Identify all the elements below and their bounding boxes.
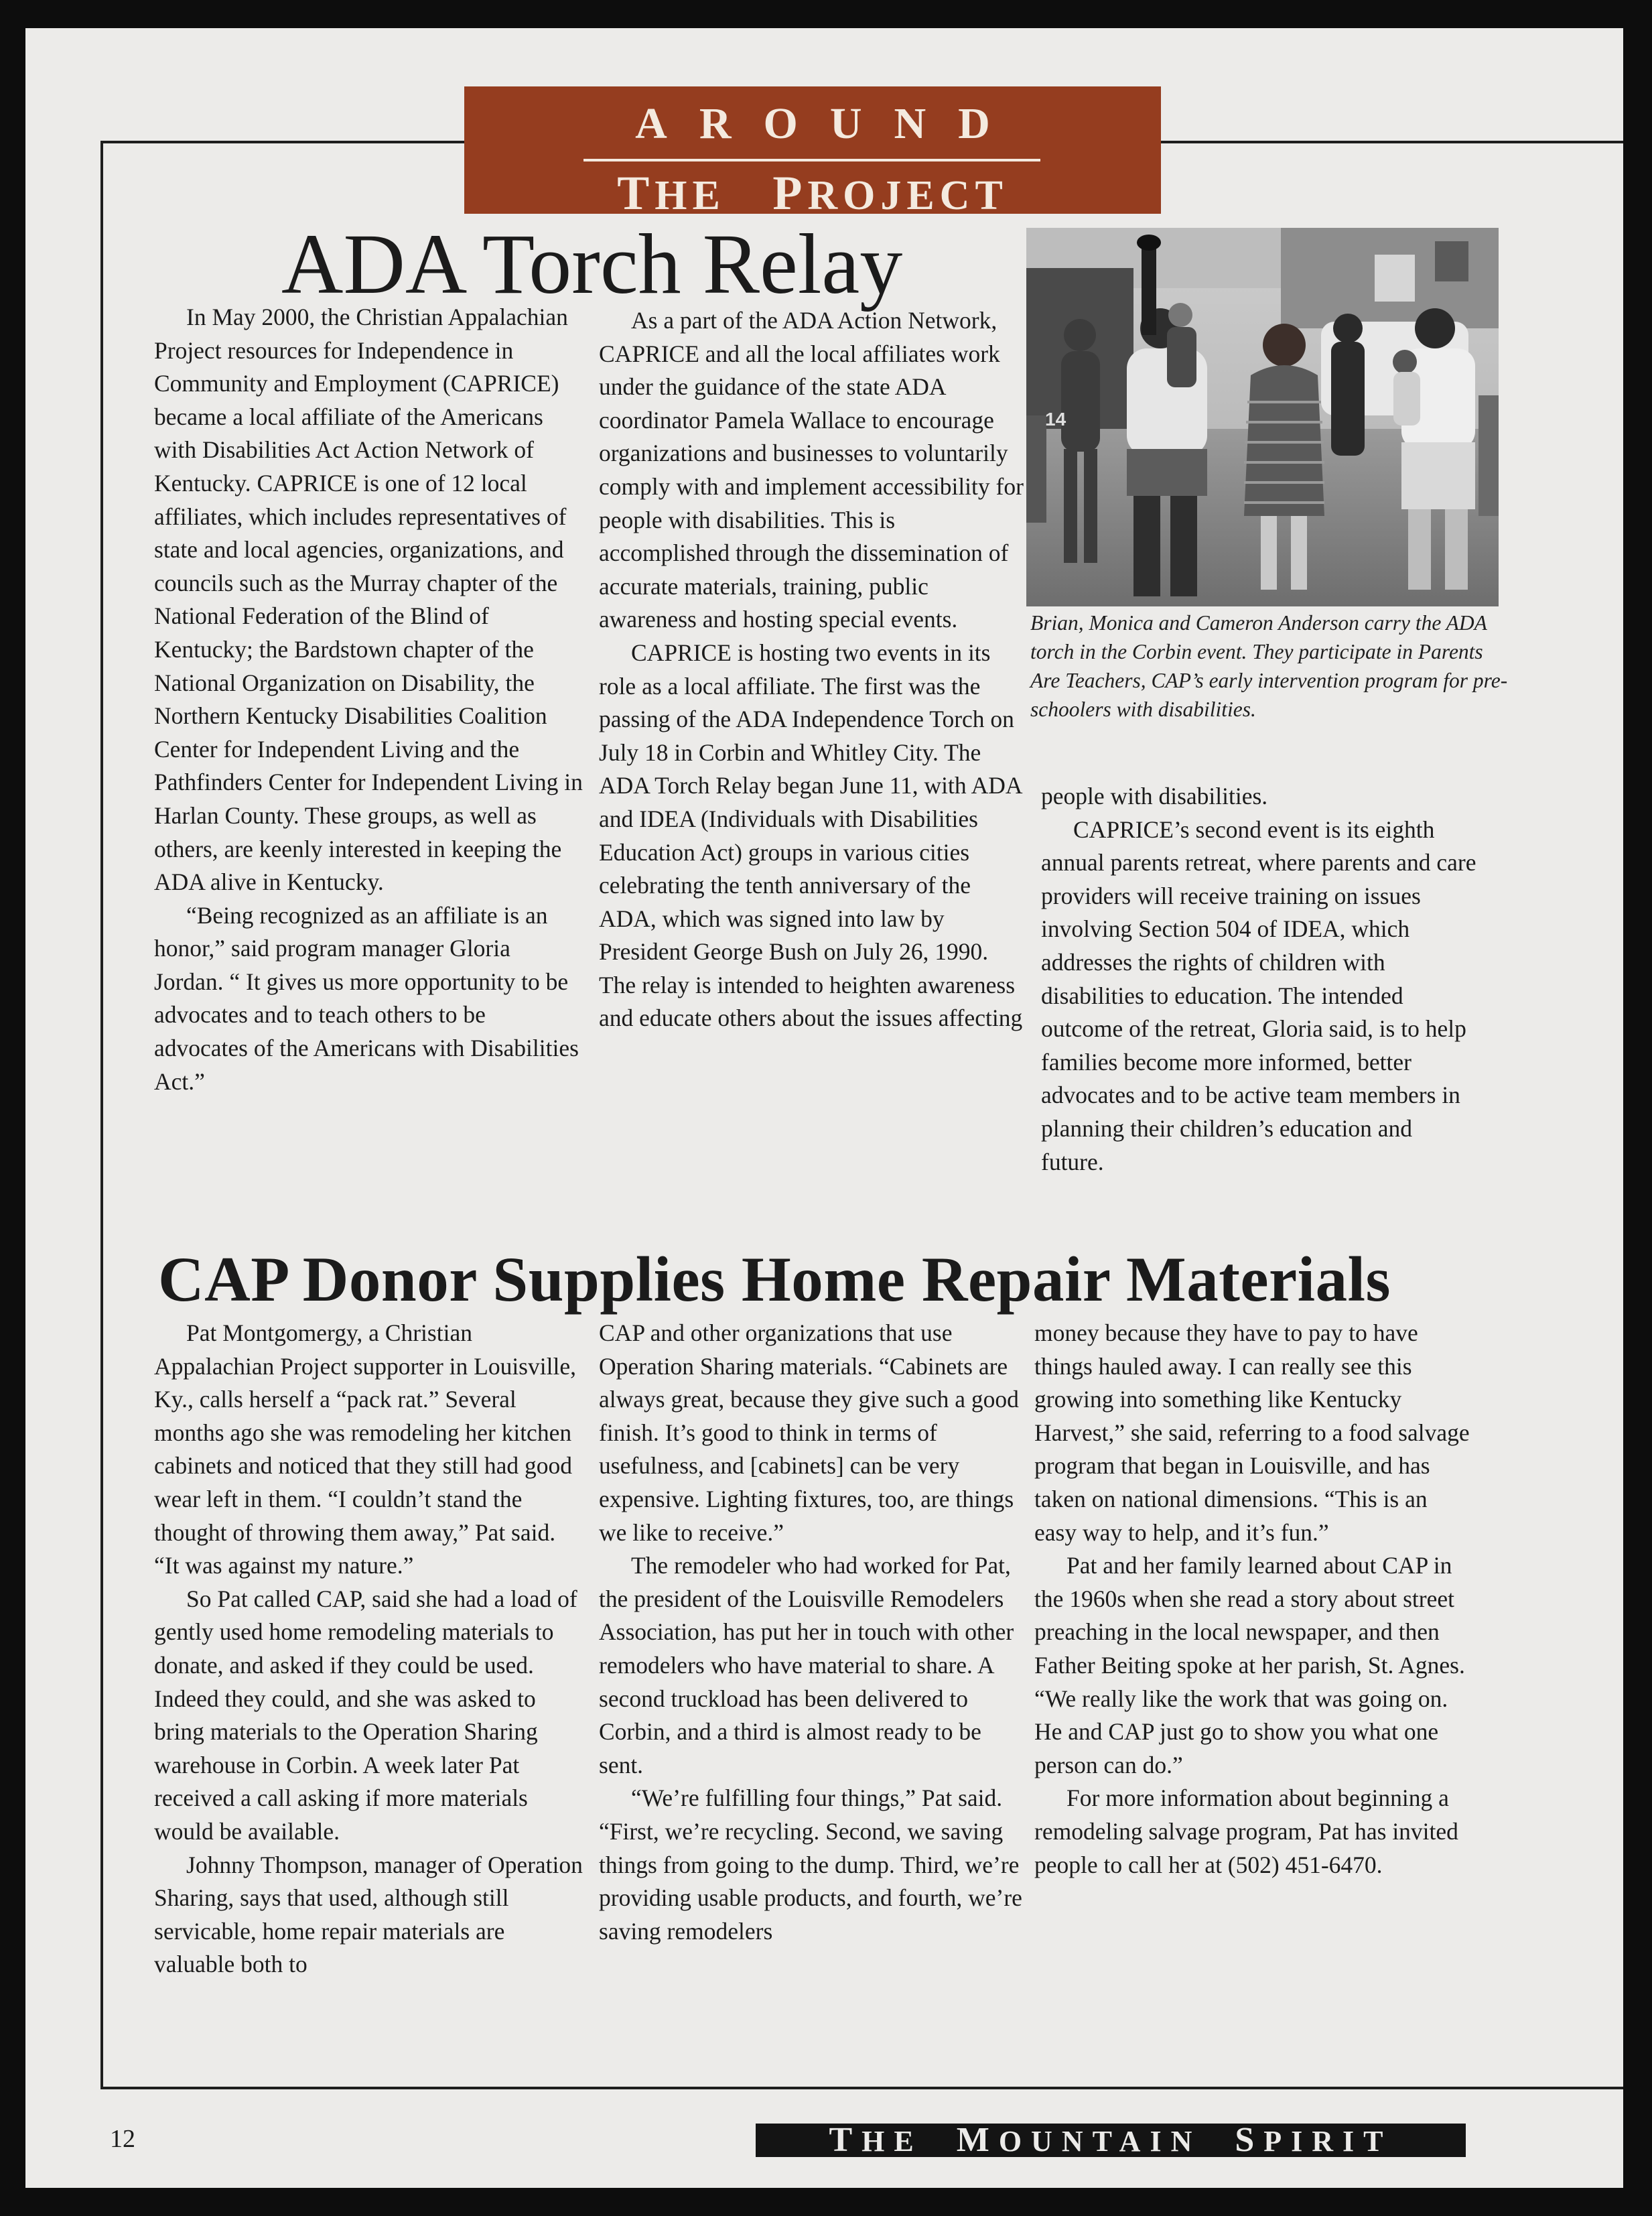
frame-top-left-rule	[100, 141, 489, 143]
magazine-page	[25, 28, 1623, 2188]
ada-paragraph-4: CAPRICE is hosting two events in its role as a local affiliate. The first was the passing of the ADA Independence Torch on July 18 in Corbin and Whitley City. The ADA Torch Relay began June 11, with ADA and IDEA (Individuals with Disabilities Education Act) groups in various cities celebrating the tenth anniversary of the ADA, which was signed into law by President George Bush on July 26, 1990. The relay is intended to heighten awareness and educate others about the issues affecting	[599, 639, 1023, 1032]
ada-paragraph-2: “Being recognized as an affiliate is an honor,” said program manager Gloria Jordan. “ It gives us more opportunity to be advocates and to teach others to be advocates of the Americans with Disabilities Act.”	[154, 901, 579, 1095]
ada-column-2	[599, 304, 1028, 1035]
cap-paragraph-2: So Pat called CAP, said she had a load of gently used home remodeling materials to donate, and asked if they could be used. Indeed they could, and she was asked to bring materials to the Operation Sharing warehouse in Corbin. A week later Pat received a call asking if more materials would be available.	[154, 1585, 577, 1845]
cap-column-3	[1034, 1317, 1470, 1882]
ada-paragraph-6: CAPRICE’s second event is its eighth annual parents retreat, where parents and care providers will receive training on issues involving Section 504 of IDEA, which addresses the rights of children with disabilities to education. The intended outcome of the retreat, Gloria said, is to help families become more informed, better advocates and to be active team members in planning their children’s education and future.	[1041, 816, 1476, 1175]
banner-around: AROUND	[635, 99, 1022, 148]
cap-column-1	[154, 1317, 583, 1981]
cap-paragraph-4: CAP and other organizations that use Operation Sharing materials. “Cabinets are always great, because they give such a good finish. It’s good to think in terms of usefulness, and [cabinets] can be very expensive. Lighting fixtures, too, are things we like to receive.”	[599, 1319, 1019, 1546]
banner-initial-t: T	[617, 166, 655, 220]
cap-paragraph-5: The remodeler who had worked for Pat, the president of the Louisville Remodelers Association, has put her in touch with other remodelers who have material to share. A second truckload has been delivered to Corbin, and a third is almost ready to be sent.	[599, 1552, 1014, 1778]
frame-bottom-rule	[100, 2087, 1623, 2089]
footer-initial-t: T	[829, 2121, 862, 2159]
frame-left-rule	[100, 141, 103, 2089]
frame-top-right-rule	[1125, 141, 1623, 143]
banner-the-project	[464, 166, 1161, 221]
banner-word-the: HE	[655, 173, 726, 218]
ada-column-1	[154, 301, 583, 1098]
banner-divider	[583, 159, 1040, 161]
cap-paragraph-8: Pat and her family learned about CAP in the 1960s when she read a story about street preaching in the local newspaper, and then Father Beiting spoke at her parish, St. Agnes. “We really like the work that was going on. He and CAP just go to show you what one person can do.”	[1034, 1552, 1465, 1778]
footer-initial-m: M	[956, 2121, 999, 2159]
cap-paragraph-6: “We’re fulfilling four things,” Pat said. “First, we’re recycling. Second, we saving things from going to the dump. Third, we’re providing usable products, and fourth, we’re saving remodelers	[599, 1784, 1022, 1945]
cap-paragraph-7: money because they have to pay to have things hauled away. I can really see this growing into something like Kentucky Harvest,” she said, referring to a food salvage program that began in Louisville, and has taken on national dimensions. “This is an easy way to help, and it’s fun.”	[1034, 1319, 1470, 1546]
cap-paragraph-1: Pat Montgomergy, a Christian Appalachian Project supporter in Louisville, Ky., calls herself a “pack rat.” Several months ago she was remodeling her kitchen cabinets and noticed that they still had good wear left in them. “I couldn’t stand the thought of throwing them away,” Pat said. “It was against my nature.”	[154, 1319, 576, 1579]
torch-relay-photo	[1026, 228, 1499, 606]
page-number: 12	[110, 2125, 135, 2153]
cap-paragraph-3: Johnny Thompson, manager of Operation Sharing, says that used, although still servicable, home repair materials are valuable both to	[154, 1851, 583, 1978]
footer-word-the: HE	[862, 2125, 923, 2158]
ada-paragraph-1: In May 2000, the Christian Appalachian Project resources for Independence in Community and Employment (CAPRICE) became a local affiliate of the Americans with Disabilities Act Action Network of Kentucky. CAPRICE is one of 12 local affiliates, which includes representatives of state and local agencies, organizations, and councils such as the Murray chapter of the National Federation of the Blind of Kentucky; the Bardstown chapter of the National Organization on Disability, the Northern Kentucky Disabilities Coalition Center for Independent Living and the Pathfinders Center for Independent Living in Harlan County. These groups, as well as others, are keenly interested in keeping the ADA alive in Kentucky.	[154, 304, 583, 896]
banner-word-project: ROJECT	[807, 173, 1008, 218]
cap-paragraph-9: For more information about beginning a remodeling salvage program, Pat has invited people to call her at (502) 451-6470.	[1034, 1784, 1458, 1878]
cap-column-2	[599, 1317, 1028, 1948]
ada-article-title: ADA Torch Relay	[281, 216, 903, 312]
footer-word-mountain: OUNTAIN	[998, 2125, 1202, 2158]
publication-title	[756, 2121, 1466, 2159]
ada-paragraph-3: As a part of the ADA Action Network, CAPRICE and all the local affiliates work under the guidance of the state ADA coordinator Pamela Wallace to encourage organizations and businesses to voluntarily comply with and implement accessibility for people with disabilities. This is accomplished through the dissemination of accurate materials, training, public awareness and hosting special events.	[599, 307, 1024, 633]
ada-paragraph-5: people with disabilities.	[1041, 783, 1268, 809]
cap-article-title: CAP Donor Supplies Home Repair Materials	[158, 1244, 1391, 1315]
jersey-number: 14	[1045, 409, 1066, 430]
footer-word-spirit: PIRIT	[1263, 2125, 1393, 2158]
banner-initial-p: P	[772, 166, 808, 220]
section-banner	[464, 86, 1161, 220]
footer-initial-s: S	[1235, 2121, 1264, 2159]
ada-column-3	[1041, 780, 1476, 1179]
photo-caption: Brian, Monica and Cameron Anderson carry the ADA torch in the Corbin event. They participate in Parents Are Teachers, CAP’s early intervention program for pre-schoolers with disabilities.	[1030, 611, 1508, 721]
